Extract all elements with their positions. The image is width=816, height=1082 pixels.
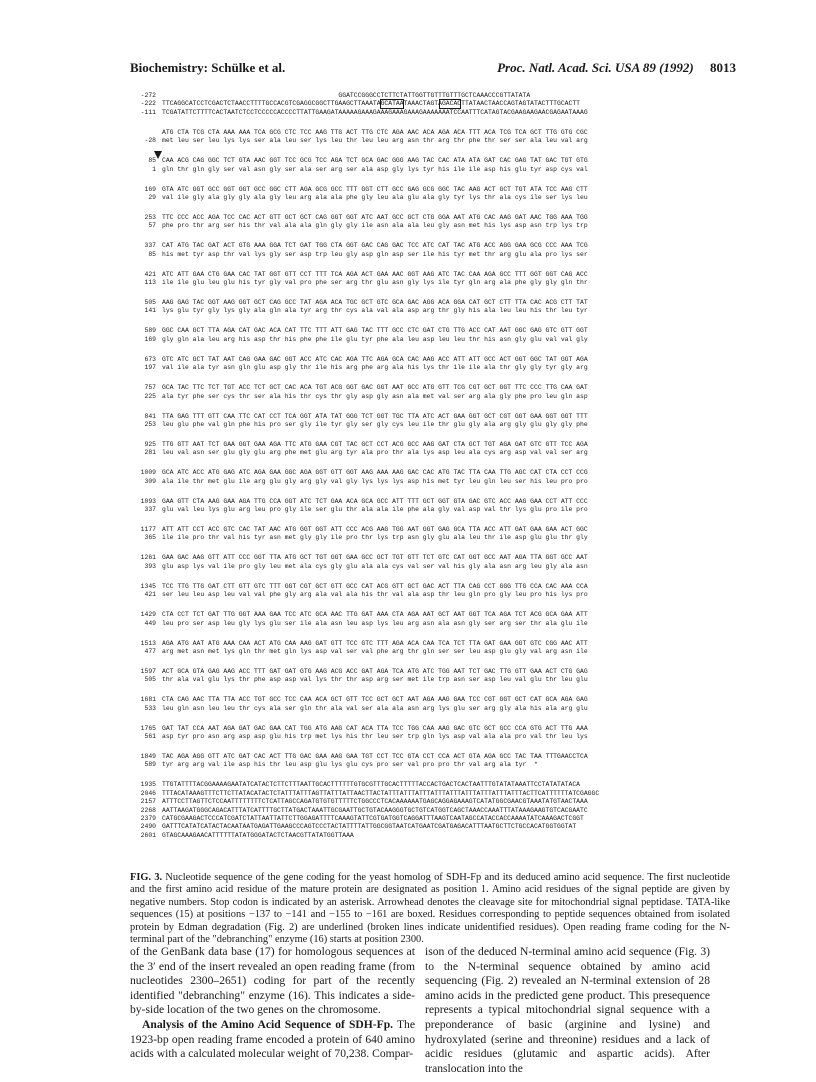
sequence-text: arg met asn met lys gln thr met gln lys asp val ser val phe arg thr gln ser ser leu asp glu gly val arg asn ile <box>162 647 588 655</box>
sequence-line <box>130 620 720 628</box>
sequence-position: 421 <box>144 591 156 599</box>
sequence-line <box>130 413 720 421</box>
sequence-text: GAA GTT CTA AAG GAA AGA TTG CCA GGT ATC TCT GAA ACA GCA GCC ATT TTT GCT GGT GTA GAC GTC ACC AAG GAA CCT ATT CCC <box>162 497 588 505</box>
tata-box-1 <box>380 99 404 109</box>
cleavage-arrowhead-icon <box>154 151 162 159</box>
sequence-position: 1261 <box>140 554 156 562</box>
sequence-line <box>130 498 720 506</box>
sequence-block <box>130 299 720 316</box>
sequence-text: ATT ATT CCT ACC GTC CAC TAT AAC ATG GGT GGT ATT CCC ACG AAG TGG AAT GGT GAG GCA TTA ACC ATT GAT GAA GAA ACT GGC <box>162 526 588 534</box>
running-header-journal <box>497 60 736 76</box>
sequence-text: ala tyr phe ser cys thr ser ala his thr cys thr gly asp gly asn ala met val ser arg ala gly phe pro leu gln asp <box>162 392 588 400</box>
sequence-line <box>130 534 720 542</box>
sequence-block <box>130 781 720 840</box>
sequence-line <box>130 696 720 704</box>
sequence-line <box>130 563 720 571</box>
sequence-text: CATGCGAAGACTCCCATCGATCTATTAATTATTCTTGGAGATTTTCAAAGTATTCGTGATGGTCAGGATTTAAGTCAATAGCCATACCACCAAAATATCAAAGACTCGGT <box>162 814 584 822</box>
sequence-block <box>130 554 720 571</box>
sequence-text: CAT ATG TAC GAT ACT GTG AAA GGA TCT GAT TGG CTA GGT GAC CAG GAC TCC ATC CAT TAC ATG ACC AGG GAA GCG CCC AAA TCG <box>162 242 588 250</box>
sequence-position: 365 <box>144 534 156 542</box>
sequence-position: -28 <box>144 137 156 145</box>
sequence-block <box>130 129 720 146</box>
sequence-position: 589 <box>144 761 156 769</box>
sequence-block <box>130 242 720 259</box>
sequence-position: 1681 <box>140 696 156 704</box>
sequence-line <box>130 506 720 514</box>
sequence-position: 673 <box>144 355 156 363</box>
sequence-position: 85 <box>148 250 156 258</box>
sequence-line <box>130 157 720 165</box>
sequence-position: 925 <box>144 440 156 448</box>
sequence-text: leu glu phe val gln phe his pro ser gly ile tyr gly ser gly cys leu ile thr glu gly ala arg gly glu gly gly phe <box>162 420 588 428</box>
figure-caption-text: Nucleotide sequence of the gene coding for the yeast homolog of SDH-Fp and its deduced amino acid sequence. The first nucleotide and the first amino acid residue of the mature protein are designated as position 1. Amino acid residues of the signal peptide are given by negative numbers. Stop codon is indicated by an asterisk. Arrowhead denotes the cleavage site for mitochondrial signal peptidase. TATA-like sequences (15) at positions −137 to −141 and −155 to −161 are boxed. Residues corresponding to peptide sequences obtained from isolated protein by Edman degradation (Fig. 2) are underlined (broken lines indicate unidentified residues). Open reading frame coding for the N-terminal part of the "debranching" enzyme (16) starts at position 2300. <box>130 872 730 946</box>
sequence-text: ATTTCCTTAGTTCTCCAATTTTTTTTCTCATTAGCCAGATGTGTGTTTTTCTGGCCCTCACAAAAAATGAGCAGGAGAAAGTCATATGGCGAACGTAAATATGTAACTAAA <box>162 798 588 806</box>
sequence-text: TTC CCC ACC AGA TCC CAC ACT GTT GCT GCT CAG GGT GGT ATC AAT GCC GCT CTG GGA AAT ATG CAC AAG GAT AAC TGG AAA TGG <box>162 213 588 221</box>
sequence-position: 337 <box>144 242 156 250</box>
sequence-text: ser leu leu asp leu val val phe gly arg ala val ala his thr val ala asp thr leu gln pro gly leu pro his lys pro <box>162 591 588 599</box>
sequence-text: GTAGCAAAGAACATTTTTTATATGGGATACTCTAACGTTATATGGTTAAA <box>162 831 354 839</box>
sequence-position: 281 <box>144 449 156 457</box>
sequence-text: TCGATATTCTTTTCACTAATCTCCTCCCCCACCCCTTATTGAAGATAAAAAGAAAGAAAGAAAGAAAGAAAAAAATCCAATTTCATAGTACGAAGAAGAACGAGAATAAAG <box>162 108 588 116</box>
sequence-block <box>130 356 720 373</box>
sequence-text: AGA ATG AAT ATG AAA CAA ACT ATG CAA AAG GAT GTT TCC GTC TTT AGA ACA CAA TCA TCT TTA GAT GAA GGT GTC CGG AAC ATT <box>162 639 588 647</box>
sequence-block <box>130 186 720 203</box>
sequence-line <box>130 761 720 769</box>
sequence-text: CAA ACG CAG GGC TCT GTA AAC GGT TCC GCG TCC AGA TCT GCA GAC GGG AAG TAC CAC ATA ATA GAT CAC GAG TAT GAC TGT GTG <box>162 157 588 165</box>
sequence-line <box>130 421 720 429</box>
sequence-position: 113 <box>144 279 156 287</box>
sequence-line <box>130 591 720 599</box>
sequence-position: -111 <box>140 108 156 116</box>
sequence-text: GGC CAA GCT TTA AGA CAT GAC ACA CAT TTC TTT ATT GAG TAC TTT GCC CTC GAT CTG TTG ACC CAT AAT GGC GAG GTC GTT GGT <box>162 327 588 335</box>
page-number: 8013 <box>710 60 736 75</box>
sequence-position: 2601 <box>140 831 156 839</box>
section-heading-analysis: Analysis of the Amino Acid Sequence of SDH-Fp. <box>142 1017 394 1031</box>
sequence-position: 225 <box>144 392 156 400</box>
sequence-position: 309 <box>144 477 156 485</box>
sequence-position: 253 <box>144 420 156 428</box>
sequence-text: ATG CTA TCG CTA AAA AAA TCA GCG CTC TCC AAG TTG ACT TTG CTC AGA AAC ACA AGA ACA TTT ACA TCG TCA GCT TTG GTG CGC <box>162 128 588 136</box>
sequence-position: 477 <box>144 647 156 655</box>
sequence-text: tyr arg arg val ile asp his thr leu asp glu lys glu cys pro ser val pro pro thr val arg ala tyr * <box>162 761 538 769</box>
figure-label: FIG. 3. <box>130 872 163 883</box>
sequence-line <box>130 815 720 823</box>
sequence-block <box>130 214 720 231</box>
sequence-line <box>130 336 720 344</box>
sequence-line <box>130 137 720 145</box>
tata-box-2 <box>439 99 461 109</box>
sequence-line <box>130 823 720 831</box>
sequence-position: 1597 <box>140 667 156 675</box>
sequence-position: 1009 <box>140 469 156 477</box>
sequence-position: -222 <box>140 100 156 108</box>
sequence-line <box>130 554 720 562</box>
sequence-text: val ile ala tyr asn gln glu asp gly thr ile his arg phe arg ala his lys thr ile ile ala thr gly gly tyr gly arg <box>162 364 588 372</box>
sequence-text: lys glu tyr gly lys gly ala gln ala tyr arg thr cys ala val ala asp arg thr gly his ala leu leu his thr leu tyr <box>162 307 588 315</box>
sequence-line <box>130 640 720 648</box>
sequence-text: leu pro ser asp leu gly lys glu ser ile ala asn leu asp lys leu arg asn ala asn gly ser arg ser thr ala glu ile <box>162 619 588 627</box>
sequence-position: 561 <box>144 733 156 741</box>
sequence-text: TTGTATTTTACGGAAAAGAATATCATACTCTTCTTTAATTGCACTTTTTTGTGCGTTTGCACTTTTTACCACTGACTCACTAATTTGTATATAAATTCCTATATATACA <box>162 781 581 789</box>
sequence-line <box>130 109 720 117</box>
sequence-text: TTG GTT AAT TCT GAA GGT GAA AGA TTC ATG GAA CGT TAC GCT CCT ACG GCC AAG GAT CTA GCT TGT AGA GAT GTC GTT TCC AGA <box>162 440 588 448</box>
sequence-block <box>130 413 720 430</box>
sequence-position: 1513 <box>140 639 156 647</box>
sequence-text: GAA GAC AAG GTT ATT CCC GGT TTA ATG GCT TGT GGT GAA GCC GCT TGT GTT TCT GTC CAT GGT GCC AAT AGA TTA GGT GCC AAT <box>162 554 588 562</box>
sequence-line <box>130 166 720 174</box>
sequence-text: ATC ATT GAA CTG GAA CAC TAT GGT GTT CCT TTT TCA AGA ACT GAA AAC GGT AAG ATC TAC CAA AGA GCC TTT GGT GGT CAG ACC <box>162 270 588 278</box>
sequence-position: 1765 <box>140 724 156 732</box>
sequence-line <box>130 279 720 287</box>
sequence-block <box>130 640 720 657</box>
sequence-block <box>130 526 720 543</box>
paragraph-analysis-text: The 1923-bp open reading frame encoded a protein of 640 amino acids with a calculated molecular weight of 70,238. Compar- <box>130 1017 415 1061</box>
sequence-position: 533 <box>144 704 156 712</box>
sequence-line <box>130 526 720 534</box>
sequence-position: 1093 <box>140 497 156 505</box>
sequence-text: asp tyr pro asn arg asp asp glu his trp met lys his thr leu ser trp gln lys asp val ala ala pro val thr leu lys <box>162 733 588 741</box>
sequence-position: 2379 <box>140 814 156 822</box>
sequence-line <box>130 393 720 401</box>
sequence-line <box>130 242 720 250</box>
sequence-line <box>130 129 720 137</box>
sequence-text: CTA CAG AAC TTA TTA ACC TGT GCC TCC CAA ACA GCT GTT TCC GCT GCT AAT AGA AAG GAA TCC CGT GGT GCT CAT GCA AGA GAG <box>162 696 588 704</box>
journal-citation: Proc. Natl. Acad. Sci. USA 89 (1992) <box>497 60 694 75</box>
sequence-position: 2490 <box>140 823 156 831</box>
sequence-block <box>130 583 720 600</box>
sequence-line <box>130 832 720 840</box>
body-column-left <box>130 945 415 1062</box>
sequence-position: 2157 <box>140 798 156 806</box>
sequence-position: 1177 <box>140 526 156 534</box>
sequence-block <box>130 157 720 174</box>
sequence-position: 2268 <box>140 806 156 814</box>
paragraph-presequence: ison of the deduced N-terminal amino acid sequence (Fig. 3) to the N-terminal sequence obtained by amino acid sequencing (Fig. 2) revealed an N-terminal extension of 28 amino acids in the predicted gene product. This presequence represents a typical mitochondrial signal sequence with a preponderance of basic (arginine and lysine) and hydroxylated (serine and threonine) residues and a lack of acidic residues (glutamic and aspartic acids). After translocation into the <box>425 945 710 1075</box>
sequence-text: AATTAAGATGGGCAGACATTTATCATTTTGCTTATGACTAAATTGCGAATTGCTGTACAAGGGTGCTGTCATGGTCAGCTAAACCAAATTTATAAAGAAGTGTCACGAATC <box>162 806 588 814</box>
sequence-line <box>130 668 720 676</box>
sequence-line <box>130 356 720 364</box>
sequence-line <box>130 725 720 733</box>
sequence-block <box>130 696 720 713</box>
sequence-line <box>130 271 720 279</box>
sequence-position: 29 <box>148 193 156 201</box>
sequence-line <box>130 790 720 798</box>
sequence-text: his met tyr asp thr val lys gly ser asp trp leu gly asp gln asp ser ile his tyr met thr arg glu ala pro lys ser <box>162 250 588 258</box>
sequence-block <box>130 668 720 685</box>
sequence-block <box>130 725 720 742</box>
sequence-line <box>130 798 720 806</box>
figure-caption <box>130 872 730 946</box>
body-column-right <box>425 945 710 1076</box>
sequence-position: 589 <box>144 327 156 335</box>
sequence-text: AAG GAG TAC GGT AAG GGT GCT CAG GCC TAT AGA ACA TGC GCT GTC GCA GAC AGG ACA GGA CAT GCT CTT TTA CAC ACG CTT TAT <box>162 299 588 307</box>
sequence-position: 505 <box>144 299 156 307</box>
sequence-line <box>130 364 720 372</box>
sequence-text: glu val leu lys glu arg leu pro gly ile ser glu thr ala ala ile phe ala gly val asp val thr lys glu pro ile pro <box>162 506 588 514</box>
sequence-text: CTA CCT TCT GAT TTG GGT AAA GAA TCC ATC GCA AAC TTG GAT AAA CTA AGA AAT GCT AAT GGT TCA AGA TCT ACG GCA GAA ATT <box>162 611 588 619</box>
sequence-position <box>130 129 162 137</box>
sequence-text: phe pro thr arg ser his thr val ala ala gln gly gly ile asn ala ala leu gly asn met his lys asp asn trp lys trp <box>162 222 588 230</box>
paragraph-analysis <box>130 1018 415 1062</box>
sequence-line <box>130 733 720 741</box>
sequence-block <box>130 753 720 770</box>
paragraph-genbank: of the GenBank data base (17) for homologous sequences at the 3′ end of the insert revealed an open reading frame (from nucleotides 2300–2651) coding for part of the recently identified "debranching" enzyme (16). This indicates a side-by-side location of the two genes on the chromosome. <box>130 945 415 1017</box>
sequence-line <box>130 583 720 591</box>
sequence-text: ile ile pro thr val his tyr asn met gly gly ile pro thr lys trp asn gly glu ala leu thr ile asp glu glu thr gly <box>162 534 588 542</box>
sequence-position: 421 <box>144 270 156 278</box>
sequence-line <box>130 92 720 100</box>
running-header-authors: Biochemistry: Schülke et al. <box>130 60 286 75</box>
sequence-text: thr ala val glu lys thr phe asp asp val lys thr thr asp arg ser met ile trp asn ser asp leu val glu thr leu glu <box>162 676 588 684</box>
sequence-position: 85 <box>148 157 156 165</box>
sequence-block <box>130 469 720 486</box>
sequence-position: 2046 <box>140 789 156 797</box>
sequence-position: 505 <box>144 676 156 684</box>
sequence-text: TTTACATAAAGTTTCTTCTTATACATACTCTATTTATTTAGTTATTTATTAACTTACTATTTATTTATTTATTTATTTATTTATTTATTTATTTACTTCATTTTTTATCGAGGC <box>162 789 600 797</box>
sequence-line <box>130 299 720 307</box>
sequence-position: 169 <box>144 185 156 193</box>
sequence-text: GTA ATC GGT GCC GGT GGT GCC GGC CTT AGA GCG GCC TTT GGT CTT GCC GAG GCG GGC TAC AAG ACT GCT TGT ATA TCC AAG CTT <box>162 185 588 193</box>
sequence-text: GAT TAT CCA AAT AGA GAT GAC GAA CAT TGG ATG AAG CAT ACA TTA TCC TGG CAA AAG GAC GTC GCT GCC CCA GTG ACT TTG AAA <box>162 724 588 732</box>
sequence-line <box>130 186 720 194</box>
sequence-position: 1 <box>152 165 156 173</box>
sequence-text: leu gln asn leu leu thr cys ala ser gln thr ala val ser ala ala asn arg lys glu ser arg gly ala his ala arg glu <box>162 704 588 712</box>
sequence-position: 449 <box>144 619 156 627</box>
sequence-position: 393 <box>144 562 156 570</box>
sequence-line <box>130 807 720 815</box>
sequence-line <box>130 100 720 108</box>
sequence-line <box>130 781 720 789</box>
sequence-block <box>130 327 720 344</box>
sequence-text: gly gln ala leu arg his asp thr his phe phe ile glu tyr phe ala leu asp leu leu thr his asn gly glu val val gly <box>162 335 588 343</box>
sequence-block <box>130 441 720 458</box>
sequence-line <box>130 648 720 656</box>
sequence-block <box>130 384 720 401</box>
sequence-text: met leu ser leu lys lys ser ala leu ser lys leu thr leu leu arg asn thr arg thr phe thr ser ser ala leu val arg <box>162 137 588 145</box>
sequence-text: TAC AGA AGG GTT ATC GAT CAC ACT TTG GAC GAA AAG GAA TGT CCT TCC GTA CCT CCA ACT GTA AGA GCC TAC TAA TTTGAACCTCA <box>162 753 588 761</box>
sequence-line <box>130 478 720 486</box>
sequence-line <box>130 705 720 713</box>
running-header <box>130 60 736 80</box>
sequence-line <box>130 753 720 761</box>
sequence-line <box>130 214 720 222</box>
sequence-text: GCA TAC TTC TCT TGT ACC TCT GCT CAC ACA TGT ACG GGT GAC GGT AAT GCC ATG GTT TCG CGT GCT GGT TTC CCC TTG CAA GAT <box>162 384 588 392</box>
sequence-position: 169 <box>144 335 156 343</box>
sequence-position: 841 <box>144 412 156 420</box>
sequence-text: GGATCCGGGCCTCTTCTATTGGTTGTTTGTTTGCTCAAACCCGTTATATA <box>162 92 531 99</box>
sequence-text: TCC TTG TTG GAT CTT GTT GTC TTT GGT CGT GCT GTT GCC CAT ACG GTT GCT GAC ACT TTA CAG CCT GGG TTG CCA CAC AAA CCA <box>162 582 588 590</box>
sequence-line <box>130 307 720 315</box>
sequence-text: val ile gly ala gly gly ala gly leu arg ala ala phe gly leu ala glu ala gly tyr lys thr ala cys ile ser lys leu <box>162 193 588 201</box>
sequence-line <box>130 251 720 259</box>
sequence-line <box>130 327 720 335</box>
sequence-position: 1935 <box>140 781 156 789</box>
sequence-text: GCA ATC ACC ATG GAG ATC AGA GAA GGC AGA GGT GTT GGT AAG AAA AAG GAC CAC ATG TAC TTA CAA TTG AGC CAT CTA CCT CCG <box>162 469 588 477</box>
sequence-position: 57 <box>148 222 156 230</box>
sequence-position: 1429 <box>140 611 156 619</box>
sequence-line <box>130 384 720 392</box>
sequence-text: GATTTCATATCATACTACAATAATGAGATTGAAGCCCAGTCCCTACTATTTTATTGGCGGTAATCATGAATCGATGAGACATTTAATGCTTCTGCCACATGGTGGTAT <box>162 823 577 831</box>
sequence-block <box>130 92 720 117</box>
sequence-block <box>130 611 720 628</box>
sequence-text: ACT GCA GTA GAG AAG ACC TTT GAT GAT GTG AAG ACG ACC GAT AGA TCA ATG ATC TGG AAT TCT GAC TTG GTT GAA ACT CTG GAG <box>162 667 588 675</box>
sequence-line <box>130 222 720 230</box>
sequence-text: ala ile thr met glu ile arg glu gly arg gly val gly lys lys lys asp his met tyr leu gln leu ser his leu pro pro <box>162 477 588 485</box>
sequence-position: 337 <box>144 506 156 514</box>
sequence-position: 197 <box>144 364 156 372</box>
sequence-figure <box>130 92 720 852</box>
sequence-line <box>130 611 720 619</box>
sequence-text: GTC ATC GCT TAT AAT CAG GAA GAC GGT ACC ATC CAC AGA TTC AGA GCA CAC AAG ACC ATT ATT GCC ACT GGT GGC TAT GGT AGA <box>162 355 588 363</box>
sequence-text: ile ile glu leu glu his tyr gly val pro phe ser arg thr glu asn gly lys ile tyr gln arg ala phe gly gly gln thr <box>162 279 588 287</box>
sequence-line <box>130 441 720 449</box>
sequence-position: 1345 <box>140 582 156 590</box>
sequence-line <box>130 194 720 202</box>
sequence-position: 757 <box>144 384 156 392</box>
sequence-position: 1849 <box>140 753 156 761</box>
sequence-text: TTA GAG TTT GTT CAA TTC CAT CCT TCA GGT ATA TAT GGG TCT GGT TGC TTA ATC ACT GAA GGT GCT CGT GGT GAA GGT GGT TTT <box>162 412 588 420</box>
sequence-block <box>130 271 720 288</box>
sequence-line <box>130 469 720 477</box>
sequence-position: 253 <box>144 213 156 221</box>
sequence-line <box>130 676 720 684</box>
sequence-text: glu asp lys val ile pro gly leu met ala cys gly glu ala ala cys val ser val his gly ala asn arg leu gly ala asn <box>162 562 588 570</box>
sequence-text: leu val asn ser glu gly glu arg phe met glu arg tyr ala pro thr ala lys asp leu ala cys arg asp val val ser arg <box>162 449 588 457</box>
sequence-text: gln thr gln gly ser val asn gly ser ala ser arg ser ala asp gly lys tyr his ile ile asp his glu tyr asp cys val <box>162 165 588 173</box>
sequence-position: -272 <box>140 92 156 99</box>
sequence-position: 141 <box>144 307 156 315</box>
sequence-block <box>130 498 720 515</box>
sequence-line <box>130 449 720 457</box>
sequence-text: TTCAGGCATCCTCGACTCTAACCTTTTGCCACGTCGAGGCGGCTTGAAGCTTAAATAGCATAATAAACTAGTAGACACTTATAACTAACCAGTAGTATACTTTGCACTT <box>162 100 581 108</box>
